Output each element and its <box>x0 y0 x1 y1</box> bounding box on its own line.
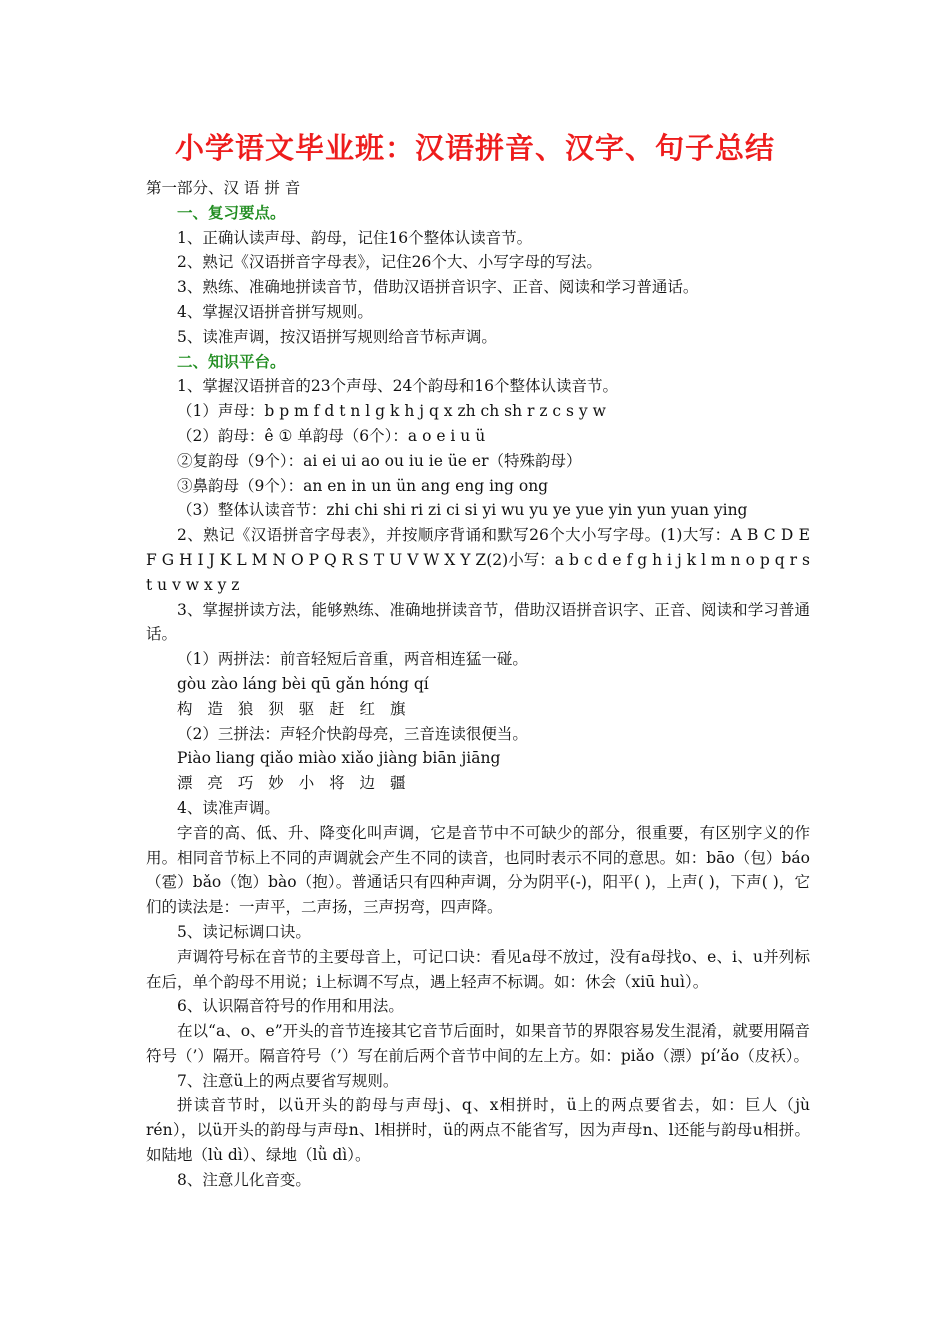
knowledge-point-8: 8、注意儿化音变。 <box>177 1170 311 1189</box>
review-item: 5、读准声调，按汉语拼写规则给音节标声调。 <box>177 327 497 346</box>
apostrophe-paragraph: 在以“a、o、e”开头的音节连接其它音节后面时，如果音节的界限容易发生混淆，就要用隔音符号（’）隔开。隔音符号（’）写在前后两个音节中间的左上方。如：piǎo（漂）pí’ǎo（皮袄）。 <box>146 1022 810 1065</box>
knowledge-point-5: 5、读记标调口诀。 <box>177 922 311 941</box>
review-item: 4、掌握汉语拼音拼写规则。 <box>177 302 373 321</box>
knowledge-point-2: 2、熟记《汉语拼音字母表》，并按顺序背诵和默写26个大小写字母。(1)大写：A B C D E F G H I J K L M N O P Q R S T U V W X Y Z(2)小写：a b c d e f g h i j k l m n o p q r s t u v w x y z <box>146 526 810 594</box>
knowledge-point-1: 1、掌握汉语拼音的23个声母、24个韵母和16个整体认读音节。 <box>177 377 619 396</box>
two-spell-pinyin: gòu zào láng bèi qū gǎn hóng qí <box>177 674 429 693</box>
review-item: 3、熟练、准确地拼读音节，借助汉语拼音识字、正音、阅读和学习普通话。 <box>177 278 699 297</box>
knowledge-point-7: 7、注意ü上的两点要省写规则。 <box>177 1071 399 1090</box>
section-heading: 第一部分、汉 语 拼 音 <box>146 179 301 197</box>
knowledge-point-6: 6、认识隔音符号的作用和用法。 <box>177 997 404 1016</box>
nasal-finals-line: ③鼻韵母（9个）：an en in un ün ang eng ing ong <box>177 476 549 495</box>
tone-paragraph: 字音的高、低、升、降变化叫声调，它是音节中不可缺少的部分，很重要，有区别字义的作用。相同音节标上不同的声调就会产生不同的读音，也同时表示不同的意思。如：bāo（包）báo（雹）bǎo（饱）bào（抱）。普通话只有四种声调，分为阴平(-)，阳平( )，上声( )，下声( )，它们的读法是：一声平，二声扬，三声拐弯，四声降。 <box>146 823 810 917</box>
knowledge-point-4: 4、读准声调。 <box>177 798 280 817</box>
two-spell-method: （1）两拼法：前音轻短后音重，两音相连猛一碰。 <box>177 650 528 669</box>
compound-finals-line: ②复韵母（9个）：ai ei ui ao ou iu ie üe er（特殊韵母） <box>177 451 582 470</box>
three-spell-method: （2）三拼法：声轻介快韵母亮，三音连读很便当。 <box>177 724 528 743</box>
initials-line: （1）声母：b p m f d t n l g k h j q x zh ch sh r z c s y w <box>177 402 606 421</box>
review-item: 1、正确认读声母、韵母，记住16个整体认读音节。 <box>177 228 533 247</box>
two-spell-characters: 构 造 狼 狈 驱 赶 红 旗 <box>177 699 411 718</box>
whole-syllables-line: （3）整体认读音节：zhi chi shi ri zi ci si yi wu yu ye yue yin yun yuan ying <box>177 501 748 520</box>
knowledge-point-3: 3、掌握拼读方法，能够熟练、准确地拼读音节，借助汉语拼音识字、正音、阅读和学习普通话。 <box>146 600 810 644</box>
tone-rhyme-paragraph: 声调符号标在音节的主要母音上，可记口诀：看见a母不放过，没有a母找o、e、i、u并列标在后，单个韵母不用说；i上标调不写点，遇上轻声不标调。如：休会（xiū huì）。 <box>146 947 810 991</box>
three-spell-characters: 漂 亮 巧 妙 小 将 边 疆 <box>177 774 411 793</box>
document-title: 小学语文毕业班：汉语拼音、汉字、句子总结 <box>174 131 775 165</box>
finals-line: （2）韵母：ê ① 单韵母（6个）：a o e i u ü <box>177 426 486 445</box>
knowledge-heading: 二、知识平台。 <box>177 351 286 371</box>
document-body <box>146 176 810 1193</box>
review-item: 2、熟记《汉语拼音字母表》，记住26个大、小写字母的写法。 <box>177 253 602 272</box>
umlaut-paragraph: 拼读音节时，以ü开头的韵母与声母j、q、x相拼时，ü上的两点要省去，如：巨人（jù rén），以ü开头的韵母与声母n、l相拼时，ü的两点不能省写，因为声母n、l还能与韵母u相拼。如陆地（lù dì）、绿地（lǜ dì）。 <box>146 1096 810 1165</box>
three-spell-pinyin: Piào liang qiǎo miào xiǎo jiàng biān jiāng <box>177 749 501 768</box>
review-heading: 一、复习要点。 <box>177 202 286 222</box>
